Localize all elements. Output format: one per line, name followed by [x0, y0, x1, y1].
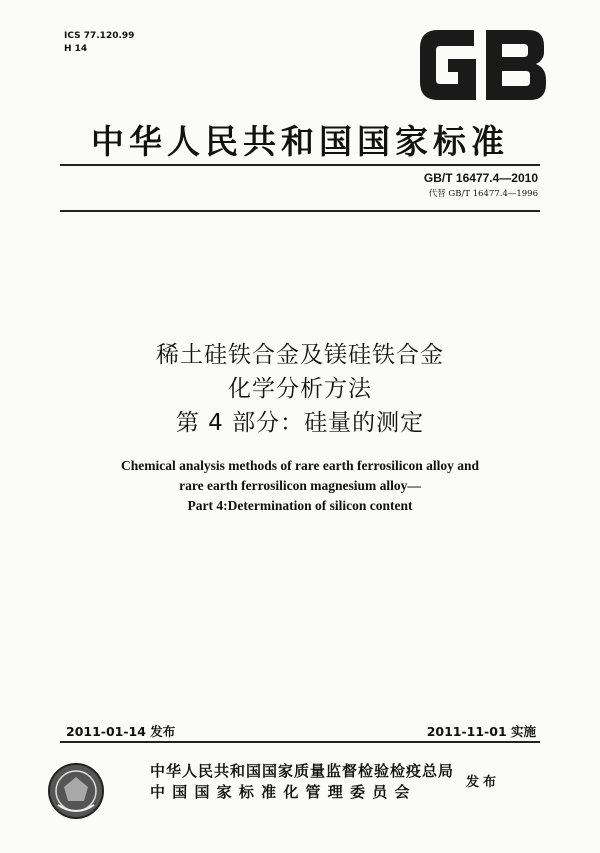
gb-logo-icon: [414, 26, 550, 104]
english-title-line-1: Chemical analysis methods of rare earth ferrosilicon alloy and: [121, 458, 479, 473]
header-divider: [60, 210, 540, 212]
publisher-sac: 中 国 国 家 标 准 化 管 理 委 员 会: [150, 783, 411, 801]
chinese-title-line-3: 第 4 部分：硅量的测定: [175, 410, 425, 436]
implementation-date: 2011-11-01 实施: [426, 724, 536, 739]
logo-text: GB: [482, 102, 484, 103]
category-code: H 14: [64, 44, 88, 54]
top-divider: [60, 164, 540, 166]
publisher-aqsiq: 中华人民共和国国家质量监督检验检疫总局: [150, 762, 455, 780]
chinese-title-line-1: 稀土硅铁合金及镁硅铁合金: [156, 342, 444, 368]
english-title-line-3: Part 4:Determination of silicon content: [187, 498, 413, 513]
footer-divider: [60, 741, 540, 743]
replaces-note: 代替 GB/T 16477.4—1996: [428, 189, 538, 199]
ics-code: ICS 77.120.99: [64, 31, 135, 41]
main-title: 中华人民共和国国家标准: [91, 122, 509, 161]
english-title-line-2: rare earth ferrosilicon magnesium alloy—: [179, 478, 421, 493]
publish-label: 发布: [466, 775, 501, 790]
standard-number: GB/T 16477.4—2010: [423, 171, 538, 185]
seal-icon: [46, 761, 106, 821]
chinese-title-line-2: 化学分析方法: [228, 376, 372, 402]
issue-date: 2011-01-14 发布: [66, 724, 176, 739]
ics-block: [64, 30, 134, 56]
